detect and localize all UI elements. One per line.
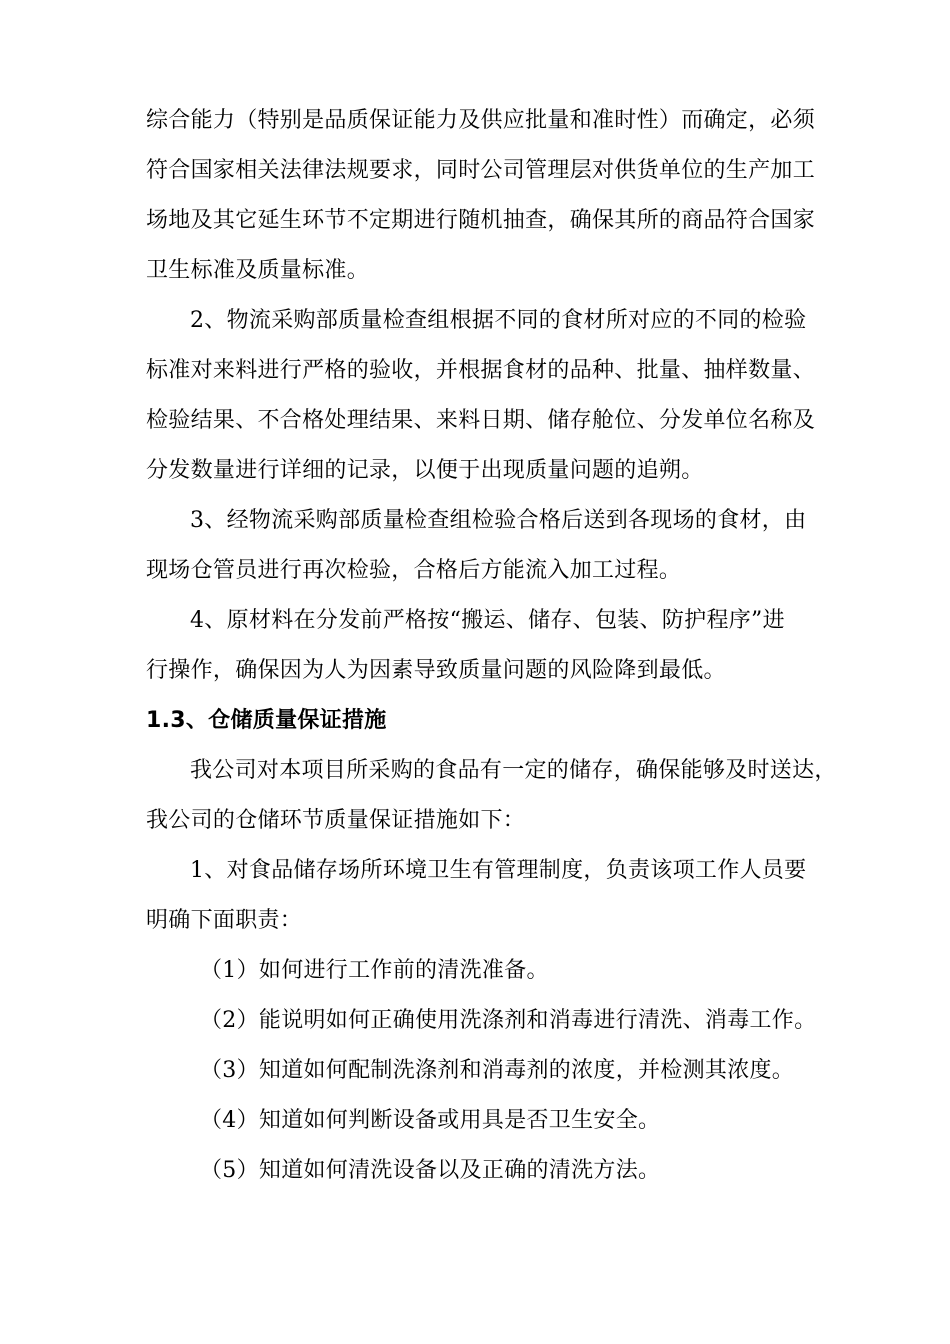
list-item: （3）知道如何配制洗涤剂和消毒剂的浓度，并检测其浓度。 [200, 1058, 795, 1083]
paragraph-5-line-1: 我公司对本项目所采购的食品有一定的储存，确保能够及时送达， [190, 758, 837, 783]
section-heading: 1.3、仓储质量保证措施 [146, 708, 387, 733]
paragraph-2-line-4: 分发数量进行详细的记录，以便于出现质量问题的追朔。 [146, 458, 704, 483]
paragraph-3-line-2: 现场仓管员进行再次检验，合格后方能流入加工过程。 [146, 558, 682, 583]
paragraph-3-line-1: 3、经物流采购部质量检查组检验合格后送到各现场的食材，由 [190, 508, 807, 533]
paragraph-2-line-3: 检验结果、不合格处理结果、来料日期、储存舱位、分发单位名称及 [146, 408, 816, 433]
paragraph-5-line-2: 我公司的仓储环节质量保证措施如下： [146, 808, 526, 833]
paragraph-6-line-2: 明确下面职责： [146, 908, 303, 933]
list-item: （1）如何进行工作前的清洗准备。 [200, 958, 549, 983]
paragraph-2-line-2: 标准对来料进行严格的验收，并根据食材的品种、批量、抽样数量、 [146, 358, 816, 383]
list-item: （4）知道如何判断设备或用具是否卫生安全。 [200, 1108, 661, 1133]
paragraph-1-line-3: 场地及其它延生环节不定期进行随机抽查，确保其所的商品符合国家 [146, 208, 816, 233]
paragraph-4-line-1: 4、原材料在分发前严格按“搬运、储存、包装、防护程序”进 [190, 608, 785, 633]
paragraph-6-line-1: 1、对食品储存场所环境卫生有管理制度，负责该项工作人员要 [190, 858, 807, 883]
paragraph-4-line-2: 行操作，确保因为人为因素导致质量问题的风险降到最低。 [146, 658, 726, 683]
paragraph-1-line-1: 综合能力（特别是品质保证能力及供应批量和准时性）而确定，必须 [146, 108, 816, 133]
paragraph-1-line-4: 卫生标准及质量标准。 [146, 258, 370, 283]
paragraph-2-line-1: 2、物流采购部质量检查组根据不同的食材所对应的不同的检验 [190, 308, 807, 333]
list-item: （2）能说明如何正确使用洗涤剂和消毒进行清洗、消毒工作。 [200, 1008, 817, 1033]
list-item: （5）知道如何清洗设备以及正确的清洗方法。 [200, 1158, 661, 1183]
paragraph-1-line-2: 符合国家相关法律法规要求，同时公司管理层对供货单位的生产加工 [146, 158, 816, 183]
